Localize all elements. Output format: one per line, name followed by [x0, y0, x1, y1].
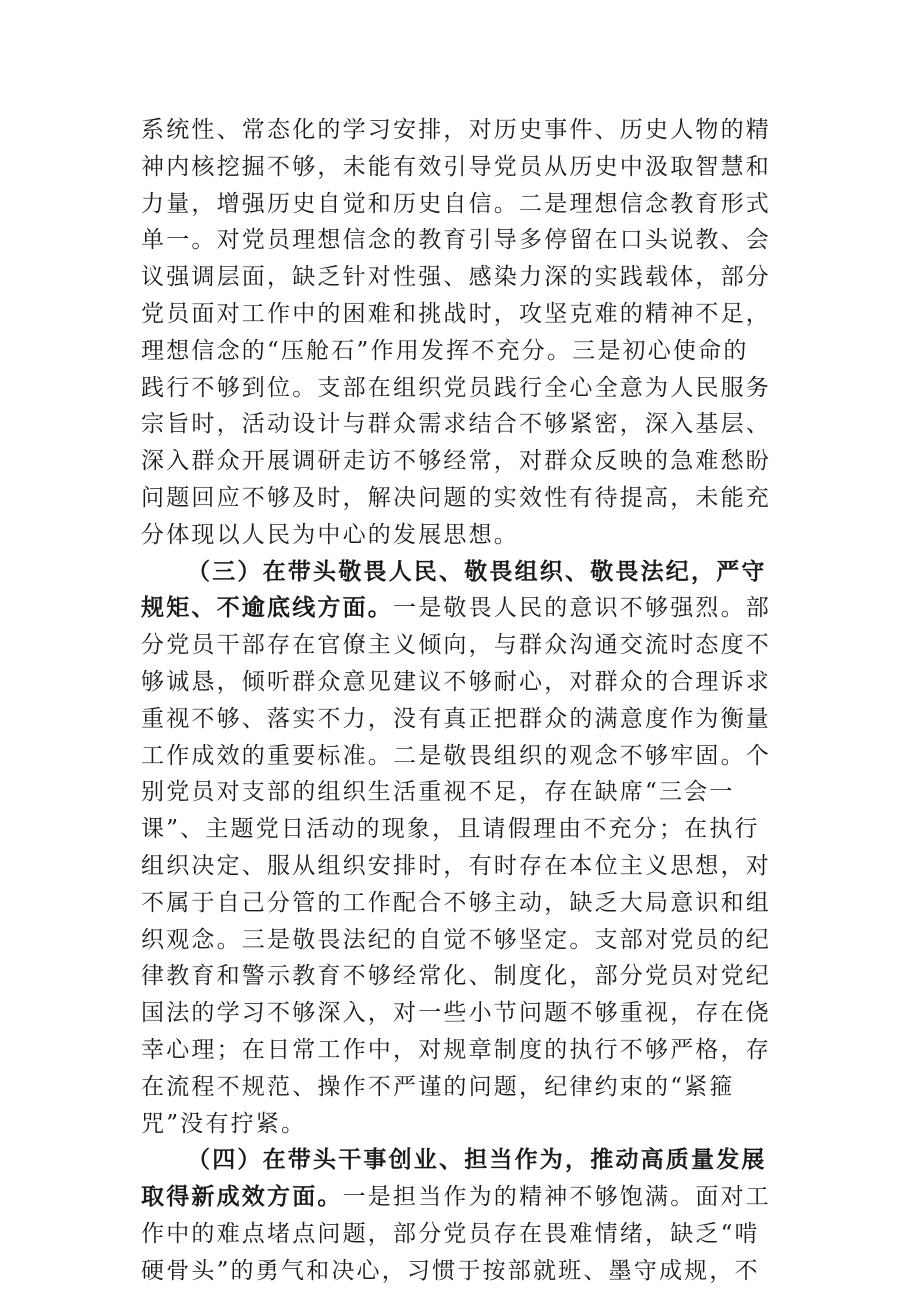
paragraph-line: [141, 443, 771, 480]
section-heading-line: [141, 554, 771, 591]
paragraph-line: [141, 701, 771, 738]
body-text: 议强调层面，缺乏针对性强、感染力深的实践载体，部分: [141, 264, 771, 291]
body-text: 一是敬畏人民的意识不够强烈。部: [393, 595, 771, 622]
document-body: [141, 112, 771, 1290]
body-text: 幸心理；在日常工作中，对规章制度的执行不够严格，存: [141, 1036, 771, 1063]
paragraph-line: [141, 406, 771, 443]
section-heading-line: [141, 1142, 771, 1179]
body-text: 够诚恳，倾听群众意见建议不够耐心，对群众的合理诉求: [141, 668, 771, 695]
body-text: 分党员干部存在官僚主义倾向，与群众沟通交流时态度不: [141, 632, 771, 659]
paragraph-line: [141, 1032, 771, 1069]
paragraph-line: [141, 958, 771, 995]
body-text: 单一。对党员理想信念的教育引导多停留在口头说教、会: [141, 227, 771, 254]
paragraph-line: [141, 922, 771, 959]
body-text: 别党员对支部的组织生活重视不足，存在缺席“三会一: [141, 779, 735, 806]
paragraph-line: [141, 480, 771, 517]
section-heading-line: [141, 590, 771, 627]
paragraph-line: [141, 333, 771, 370]
paragraph-line: [141, 259, 771, 296]
body-text: 在流程不规范、操作不严谨的问题，纪律约束的“紧箍: [141, 1073, 735, 1100]
section-heading-text: （三）在带头敬畏人民、敬畏组织、敬畏法纪，严守: [187, 558, 767, 585]
body-text: 课”、主题党日活动的现象，且请假理由不充分；在执行: [141, 816, 760, 843]
paragraph-line: [141, 811, 771, 848]
paragraph-line: [141, 995, 771, 1032]
body-text: 神内核挖掘不够，未能有效引导党员从历史中汲取智慧和: [141, 153, 771, 180]
paragraph-line: [141, 627, 771, 664]
paragraph-line: [141, 112, 771, 149]
paragraph-line: [141, 885, 771, 922]
body-text: 咒”没有拧紧。: [141, 1110, 307, 1137]
paragraph-line: [141, 1106, 771, 1143]
section-heading-line: [141, 1179, 771, 1216]
body-text: 深入群众开展调研走访不够经常，对群众反映的急难愁盼: [141, 448, 771, 475]
section-heading-text: 取得新成效方面。: [141, 1184, 343, 1211]
paragraph-line: [141, 186, 771, 223]
body-text: 组织决定、服从组织安排时，有时存在本位主义思想，对: [141, 852, 771, 879]
paragraph-line: [141, 848, 771, 885]
body-text: 党员面对工作中的困难和挑战时，攻坚克难的精神不足，: [141, 300, 771, 327]
body-text: 作中的难点堵点问题，部分党员存在畏难情绪，缺乏“啃: [141, 1220, 760, 1247]
body-text: 系统性、常态化的学习安排，对历史事件、历史人物的精: [141, 117, 771, 143]
body-text: 织观念。三是敬畏法纪的自觉不够坚定。支部对党员的纪: [141, 926, 771, 953]
body-text: 工作成效的重要标准。二是敬畏组织的观念不够牢固。个: [141, 742, 771, 769]
body-text: 硬骨头”的勇气和决心，习惯于按部就班、墨守成规，不: [141, 1257, 760, 1284]
paragraph-line: [141, 370, 771, 407]
body-text: 宗旨时，活动设计与群众需求结合不够紧密，深入基层、: [141, 411, 771, 438]
body-text: 力量，增强历史自觉和历史自信。二是理想信念教育形式: [141, 190, 771, 217]
paragraph-line: [141, 738, 771, 775]
paragraph-line: [141, 1253, 771, 1290]
body-text: 不属于自己分管的工作配合不够主动，缺乏大局意识和组: [141, 889, 771, 916]
body-text: 国法的学习不够深入，对一些小节问题不够重视，存在侥: [141, 1000, 771, 1027]
body-text: 分体现以人民为中心的发展思想。: [141, 521, 519, 548]
paragraph-line: [141, 222, 771, 259]
section-heading-text: （四）在带头干事创业、担当作为，推动高质量发展: [187, 1147, 767, 1174]
body-text: 律教育和警示教育不够经常化、制度化，部分党员对党纪: [141, 963, 771, 990]
paragraph-line: [141, 149, 771, 186]
paragraph-line: [141, 517, 771, 554]
paragraph-line: [141, 664, 771, 701]
paragraph-line: [141, 296, 771, 333]
body-text: 重视不够、落实不力，没有真正把群众的满意度作为衡量: [141, 705, 771, 732]
body-text: 践行不够到位。支部在组织党员践行全心全意为人民服务: [141, 374, 771, 401]
body-text: 一是担当作为的精神不够饱满。面对工: [342, 1184, 772, 1211]
paragraph-line: [141, 1069, 771, 1106]
body-text: 理想信念的“压舱石”作用发挥不充分。三是初心使命的: [141, 337, 749, 364]
paragraph-line: [141, 1216, 771, 1253]
body-text: 问题回应不够及时，解决问题的实效性有待提高，未能充: [141, 484, 771, 511]
paragraph-line: [141, 774, 771, 811]
section-heading-text: 规矩、不逾底线方面。: [141, 595, 393, 622]
